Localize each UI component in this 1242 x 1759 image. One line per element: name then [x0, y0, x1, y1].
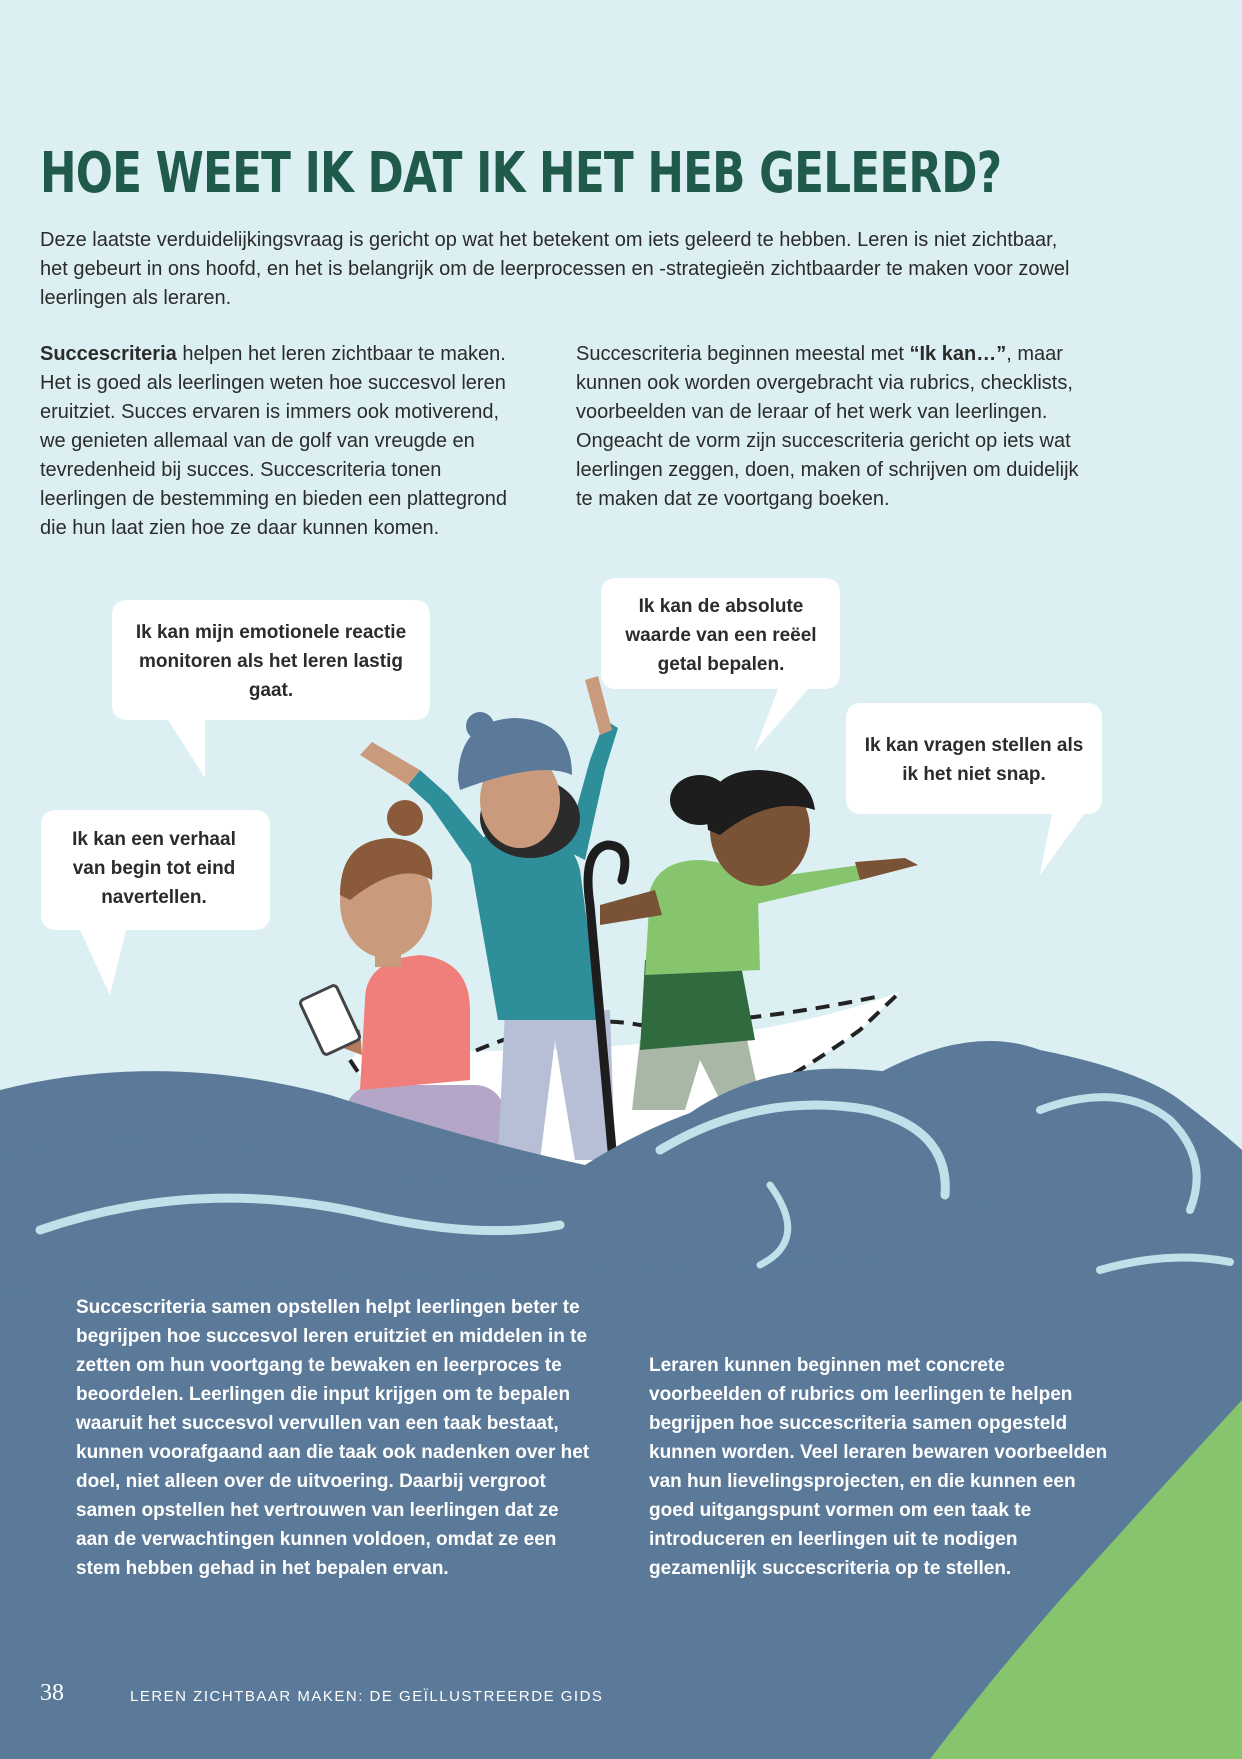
running-title: LEREN ZICHTBAAR MAKEN: DE GEÏLLUSTREERDE GIDS [130, 1688, 604, 1705]
bold-term: Succescriteria [40, 343, 177, 365]
right-column-lead: Succescriteria beginnen meestal met [576, 343, 910, 365]
bubble-text-questions: Ik kan vragen stellen als ik het niet snap. [864, 735, 1084, 785]
right-column-text: , maar kunnen ook worden overgebracht via rubrics, checklists, voorbeelden van de leraar of het werk van leerlingen. Ongeacht de vorm zijn succescriteria gericht op iets wat leerlingen zeggen, doen, maken of schrijven om duidelijk te maken dat ze voortgang boeken. [576, 343, 1079, 510]
page-number: 38 [40, 1680, 64, 1706]
left-column-text: helpen het leren zichtbaar te maken. Het is goed als leerlingen weten hoe succesvol leren eruitziet. Succes ervaren is immers ook motiverend, we genieten allemaal van de golf van vreugde en tevredenheid bij succes. Succescriteria tonen leerlingen de bestemming en bieden een plattegrond die hun laat zien hoe ze daar kunnen komen. [40, 343, 508, 539]
bubble-text-emotional: Ik kan mijn emotionele reactie monitoren als het leren lastig gaat. [135, 622, 407, 701]
right-column-paragraph [576, 340, 1096, 514]
intro-paragraph: Deze laatste verduidelijkingsvraag is gericht op wat het betekent om iets geleerd te hebben. Leren is niet zichtbaar, het gebeurt in ons hoofd, en het is belangrijk om de leerprocessen en -strategieën zichtbaarder te maken voor zowel leerlingen als leraren. [40, 229, 1070, 309]
left-column-paragraph [40, 340, 530, 543]
wave-paragraph-right: Leraren kunnen beginnen met concrete voorbeelden of rubrics om leerlingen te helpen begrijpen hoe succescriteria samen opgesteld kunnen worden. Veel leraren bewaren voorbeelden van hun lievelingsprojecten, en die kunnen een goed uitgangspunt vormen om een taak te introduceren en leerlingen uit te nodigen gezamenlijk succescriteria op te stellen. [649, 1355, 1108, 1579]
bubble-text-story: Ik kan een verhaal van begin tot eind navertellen. [72, 829, 236, 908]
wave-paragraph-left: Succescriteria samen opstellen helpt leerlingen beter te begrijpen hoe succesvol leren eruitziet en middelen in te zetten om hun voortgang te bewaken en leerproces te beoordelen. Leerlingen die input krijgen om te bepalen waaruit het succesvol vervullen van een taak bestaat, kunnen voorafgaand aan die taak ook nadenken over het doel, niet alleen over de uitvoering. Daarbij vergroot samen opstellen het vertrouwen van leerlingen dat ze aan de verwachtingen kunnen voldoen, omdat ze een stem hebben gehad in het bepalen ervan. [76, 1297, 590, 1579]
bold-quote: “Ik kan…” [909, 343, 1007, 365]
page-title: HOE WEET IK DAT IK HET HEB GELEERD? [40, 141, 1002, 206]
speech-bubble-questions [846, 703, 1102, 875]
bubble-text-absolute: Ik kan de absolute waarde van een reëel getal bepalen. [625, 596, 817, 675]
